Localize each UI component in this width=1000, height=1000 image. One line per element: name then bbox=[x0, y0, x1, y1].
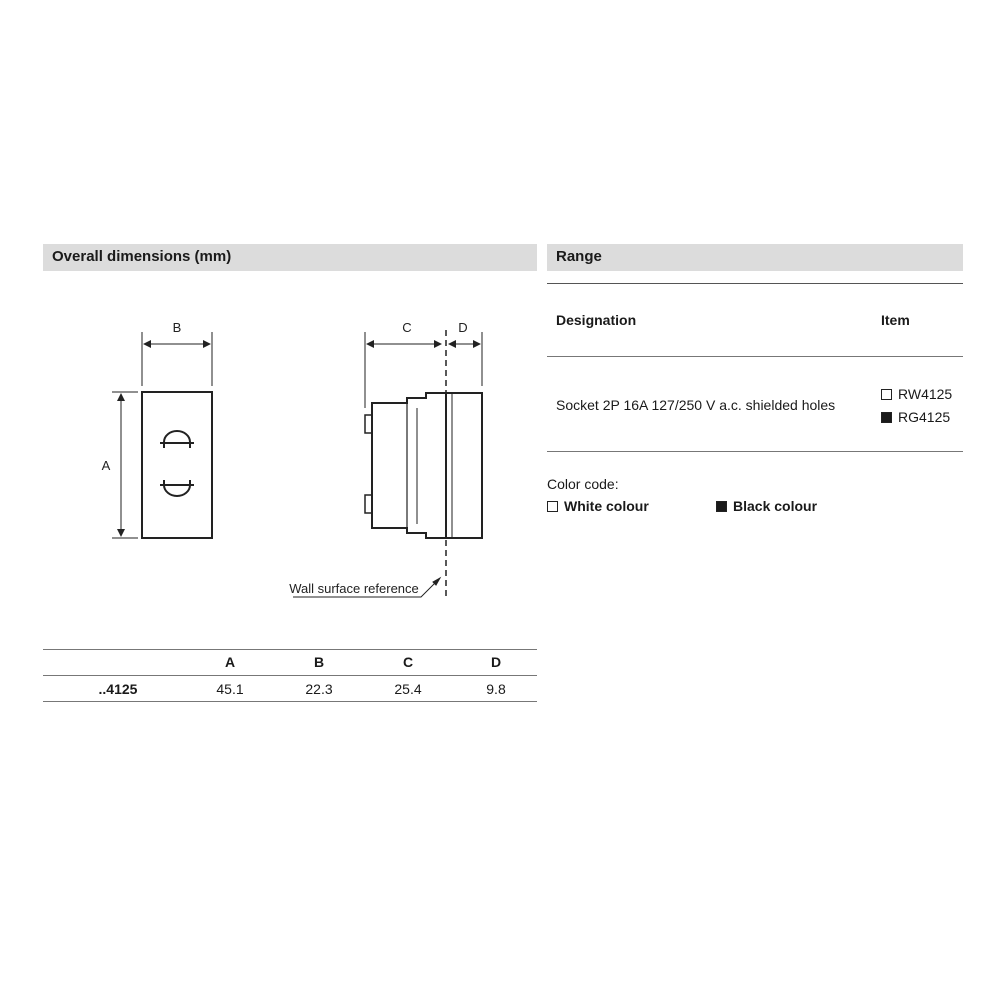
dim-table-value-c: 25.4 bbox=[394, 681, 422, 697]
dimensions-title: Overall dimensions (mm) bbox=[52, 248, 232, 265]
white-swatch-icon bbox=[881, 389, 892, 400]
product-item-white bbox=[881, 386, 952, 402]
dim-table-row-ref: ..4125 bbox=[98, 681, 138, 697]
color-code-label: Color code: bbox=[547, 476, 619, 492]
product-item-white-code: RW4125 bbox=[898, 386, 953, 402]
product-designation: Socket 2P 16A 127/250 V a.c. shielded holes bbox=[556, 397, 836, 413]
color-code-black-label: Black colour bbox=[733, 498, 818, 514]
socket-hole-bottom-icon bbox=[160, 480, 194, 496]
dim-table-value-a: 45.1 bbox=[216, 681, 244, 697]
range-table-mid-rule bbox=[547, 356, 963, 357]
dim-table-header-b: B bbox=[313, 654, 325, 670]
socket-hole-top-icon bbox=[160, 431, 194, 448]
product-item-black bbox=[881, 409, 950, 425]
dim-table-top-rule bbox=[43, 649, 537, 650]
range-title: Range bbox=[556, 248, 602, 265]
color-code-white-label: White colour bbox=[564, 498, 649, 514]
range-col-item: Item bbox=[881, 312, 910, 328]
dimension-drawing bbox=[43, 300, 543, 620]
color-code-white bbox=[547, 498, 649, 514]
dim-table-header-d: D bbox=[490, 654, 502, 670]
dim-table-header-c: C bbox=[402, 654, 414, 670]
front-view bbox=[112, 332, 212, 538]
white-legend-swatch-icon bbox=[547, 501, 558, 512]
dim-table-value-d: 9.8 bbox=[486, 681, 506, 697]
dim-label-a: A bbox=[101, 458, 111, 473]
dim-label-d: D bbox=[458, 320, 468, 335]
range-table-top-rule bbox=[547, 283, 963, 284]
dim-label-b: B bbox=[172, 320, 182, 335]
dim-table-bottom-rule bbox=[43, 701, 537, 702]
color-code-black bbox=[716, 498, 817, 514]
black-legend-swatch-icon bbox=[716, 501, 727, 512]
dim-table-value-b: 22.3 bbox=[305, 681, 333, 697]
wall-reference-label: Wall surface reference bbox=[289, 581, 419, 596]
dim-label-c: C bbox=[402, 320, 412, 335]
side-view bbox=[293, 330, 482, 600]
product-item-black-code: RG4125 bbox=[898, 409, 951, 425]
dim-table-mid-rule bbox=[43, 675, 537, 676]
dimensions-header-bar bbox=[43, 244, 537, 271]
black-swatch-icon bbox=[881, 412, 892, 423]
range-header-bar bbox=[547, 244, 963, 271]
range-table-bottom-rule bbox=[547, 451, 963, 452]
dim-table-header-a: A bbox=[224, 654, 236, 670]
range-col-designation: Designation bbox=[556, 312, 637, 328]
